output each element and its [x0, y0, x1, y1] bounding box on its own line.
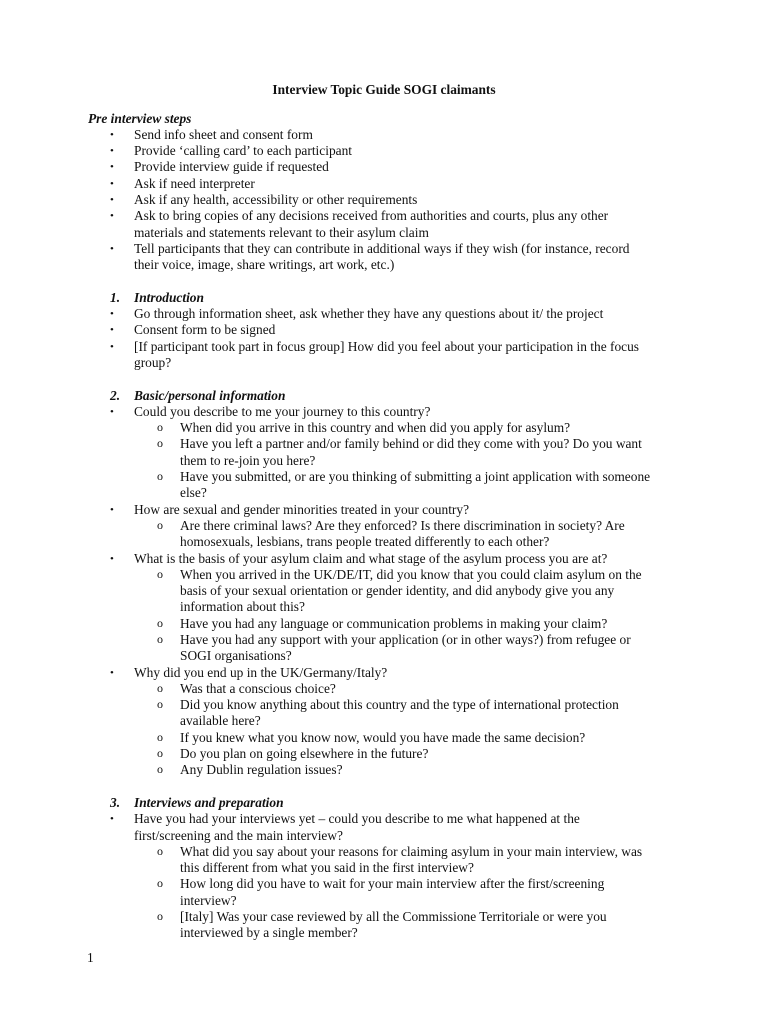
sub-question-item-text: Are there criminal laws? Are they enforced? Is there discrimination in society? Are [180, 517, 625, 533]
sub-question-item-text: Was that a conscious choice? [180, 680, 336, 696]
sub-question-item-continuation [88, 485, 688, 501]
sub-question-item [88, 616, 688, 632]
question-item-text: Consent form to be signed [134, 322, 276, 338]
list-item [88, 176, 688, 192]
sub-bullet-icon: o [157, 680, 163, 695]
bullet-icon: • [110, 552, 114, 565]
sub-question-item [88, 681, 688, 697]
sub-bullet-icon: o [157, 469, 163, 484]
list-item-continuation [88, 257, 688, 273]
sub-question-item-text: available here? [180, 713, 261, 729]
sub-question-item [88, 420, 688, 436]
sub-question-item [88, 746, 688, 762]
bullet-icon: • [110, 503, 114, 516]
question-item-continuation [88, 828, 688, 844]
question-item-text: [If participant took part in focus group] How did you feel about your participation in the focus [134, 338, 639, 354]
section-title: Interviews and preparation [134, 794, 284, 810]
question-item [88, 306, 688, 322]
sub-question-item-text: Do you plan on going elsewhere in the future? [180, 746, 429, 762]
bullet-icon: • [110, 324, 114, 337]
bullet-icon: • [110, 308, 114, 321]
sub-question-item-continuation [88, 599, 688, 615]
question-item-text: What is the basis of your asylum claim and what stage of the asylum process you are at? [134, 550, 608, 566]
list-item-text: Provide ‘calling card’ to each participant [134, 143, 352, 159]
sub-question-item [88, 469, 688, 485]
list-item-text: Ask if need interpreter [134, 175, 255, 191]
sub-question-item-text: them to re-join you here? [180, 452, 316, 468]
section-number: 3. [110, 794, 121, 810]
bullet-icon: • [110, 145, 114, 158]
sub-question-item-text: basis of your sexual orientation or gender identity, and did anybody give you any [180, 583, 615, 599]
list-item-continuation [88, 225, 688, 241]
question-item [88, 551, 688, 567]
list-item-text: Ask if any health, accessibility or other requirements [134, 191, 418, 207]
sub-question-item [88, 632, 688, 648]
section-heading [88, 795, 688, 811]
question-item [88, 502, 688, 518]
sub-question-item [88, 567, 688, 583]
spacer [88, 371, 688, 387]
section-number: 2. [110, 387, 121, 403]
sub-question-item [88, 518, 688, 534]
spacer [88, 273, 688, 289]
sub-question-item [88, 876, 688, 892]
sub-question-item-text: homosexuals, lesbians, trans people treated differently to each other? [180, 534, 550, 550]
sub-question-item-text: this different from what you said in the first interview? [180, 860, 474, 876]
section-heading [88, 290, 688, 306]
question-item-text: Could you describe to me your journey to this country? [134, 403, 431, 419]
list-item [88, 192, 688, 208]
question-item [88, 322, 688, 338]
bullet-icon: • [110, 813, 114, 826]
sub-bullet-icon: o [157, 517, 163, 532]
sub-question-item-text: Have you submitted, or are you thinking of submitting a joint application with someone [180, 469, 651, 485]
sub-question-item [88, 730, 688, 746]
list-item-text: Tell participants that they can contribute in additional ways if they wish (for instance, record [134, 240, 630, 256]
sub-question-item-text: Any Dublin regulation issues? [180, 762, 343, 778]
section-heading-pre-interview: Pre interview steps [88, 110, 192, 126]
question-item [88, 665, 688, 681]
sub-question-item [88, 909, 688, 925]
sub-question-item-continuation [88, 860, 688, 876]
list-item-text: Provide interview guide if requested [134, 159, 329, 175]
bullet-icon: • [110, 340, 114, 353]
sub-bullet-icon: o [157, 843, 163, 858]
list-item [88, 127, 688, 143]
sub-question-item-text: else? [180, 485, 207, 501]
sub-bullet-icon: o [157, 746, 163, 761]
bullet-icon: • [110, 177, 114, 190]
sub-question-item [88, 762, 688, 778]
list-item-text: Ask to bring copies of any decisions received from authorities and courts, plus any other [134, 208, 609, 224]
sub-question-item-text: What did you say about your reasons for claiming asylum in your main interview, was [180, 843, 643, 859]
sub-bullet-icon: o [157, 632, 163, 646]
section-heading [88, 388, 688, 404]
sub-bullet-icon: o [157, 697, 163, 712]
list-item-text: Send info sheet and consent form [134, 126, 313, 142]
sub-question-item-text: When did you arrive in this country and when did you apply for asylum? [180, 420, 571, 436]
list-item [88, 241, 688, 257]
sub-question-item-continuation [88, 583, 688, 599]
question-item-text: first/screening and the main interview? [134, 827, 343, 843]
document-title: Interview Topic Guide SOGI claimants [272, 82, 496, 97]
sub-bullet-icon: o [157, 566, 163, 581]
sub-bullet-icon: o [157, 420, 163, 435]
sub-question-item-text: [Italy] Was your case reviewed by all the Commissione Territoriale or were you [180, 909, 607, 925]
sub-question-item-text: Have you had any support with your application (or in other ways?) from refugee or [180, 632, 631, 647]
list-item [88, 159, 688, 175]
list-item-text: their voice, image, share writings, art work, etc.) [134, 257, 395, 273]
question-item [88, 404, 688, 420]
list-item [88, 143, 688, 159]
sub-question-item-text: When you arrived in the UK/DE/IT, did you know that you could claim asylum on the [180, 566, 642, 582]
sub-bullet-icon: o [157, 909, 163, 924]
sub-question-item [88, 436, 688, 452]
section-title: Introduction [134, 289, 204, 305]
question-item-text: Go through information sheet, ask whether they have any questions about it/ the project [134, 306, 604, 322]
bullet-icon: • [110, 193, 114, 206]
sub-question-item-continuation [88, 534, 688, 550]
bullet-icon: • [110, 666, 114, 679]
question-item-continuation [88, 355, 688, 371]
sub-bullet-icon: o [157, 729, 163, 744]
sub-question-item-continuation [88, 713, 688, 729]
sub-question-item-continuation [88, 925, 688, 941]
document-body [88, 111, 688, 942]
list-item-text: materials and statements relevant to their asylum claim [134, 224, 429, 240]
sub-question-item-continuation [88, 648, 688, 664]
bullet-icon: • [110, 405, 114, 418]
sub-question-item-text: If you knew what you know now, would you have made the same decision? [180, 729, 586, 745]
sub-question-item-text: Did you know anything about this country and the type of international protection [180, 697, 619, 713]
question-item-text: Why did you end up in the UK/Germany/Italy? [134, 664, 388, 680]
bullet-icon: • [110, 161, 114, 174]
question-item-text: How are sexual and gender minorities treated in your country? [134, 501, 470, 517]
page-number: 1 [87, 950, 94, 965]
sub-question-item [88, 844, 688, 860]
bullet-icon: • [110, 128, 114, 141]
section-title: Basic/personal information [134, 387, 286, 403]
sub-question-item-text: interviewed by a single member? [180, 925, 358, 941]
bullet-icon: • [110, 242, 114, 255]
question-item-text: Have you had your interviews yet – could you describe to me what happened at the [134, 811, 580, 827]
sub-question-item-text: Have you left a partner and/or family behind or did they come with you? Do you want [180, 436, 642, 452]
sub-question-item-continuation [88, 893, 688, 909]
sub-question-item-text: How long did you have to wait for your main interview after the first/screening [180, 876, 605, 892]
list-item [88, 208, 688, 224]
question-item [88, 339, 688, 355]
sub-question-item-text: information about this? [180, 599, 305, 615]
sub-question-item-text: Have you had any language or communication problems in making your claim? [180, 615, 608, 631]
sub-bullet-icon: o [157, 436, 163, 451]
sub-bullet-icon: o [157, 876, 163, 891]
sub-question-item-continuation [88, 453, 688, 469]
bullet-icon: • [110, 210, 114, 223]
section-number: 1. [110, 289, 121, 305]
sub-bullet-icon: o [157, 615, 163, 630]
spacer [88, 779, 688, 795]
question-item-text: group? [134, 354, 172, 370]
sub-question-item-text: interview? [180, 892, 237, 908]
sub-bullet-icon: o [157, 762, 163, 777]
sub-question-item [88, 697, 688, 713]
sub-question-item-text: SOGI organisations? [180, 648, 292, 664]
question-item [88, 811, 688, 827]
